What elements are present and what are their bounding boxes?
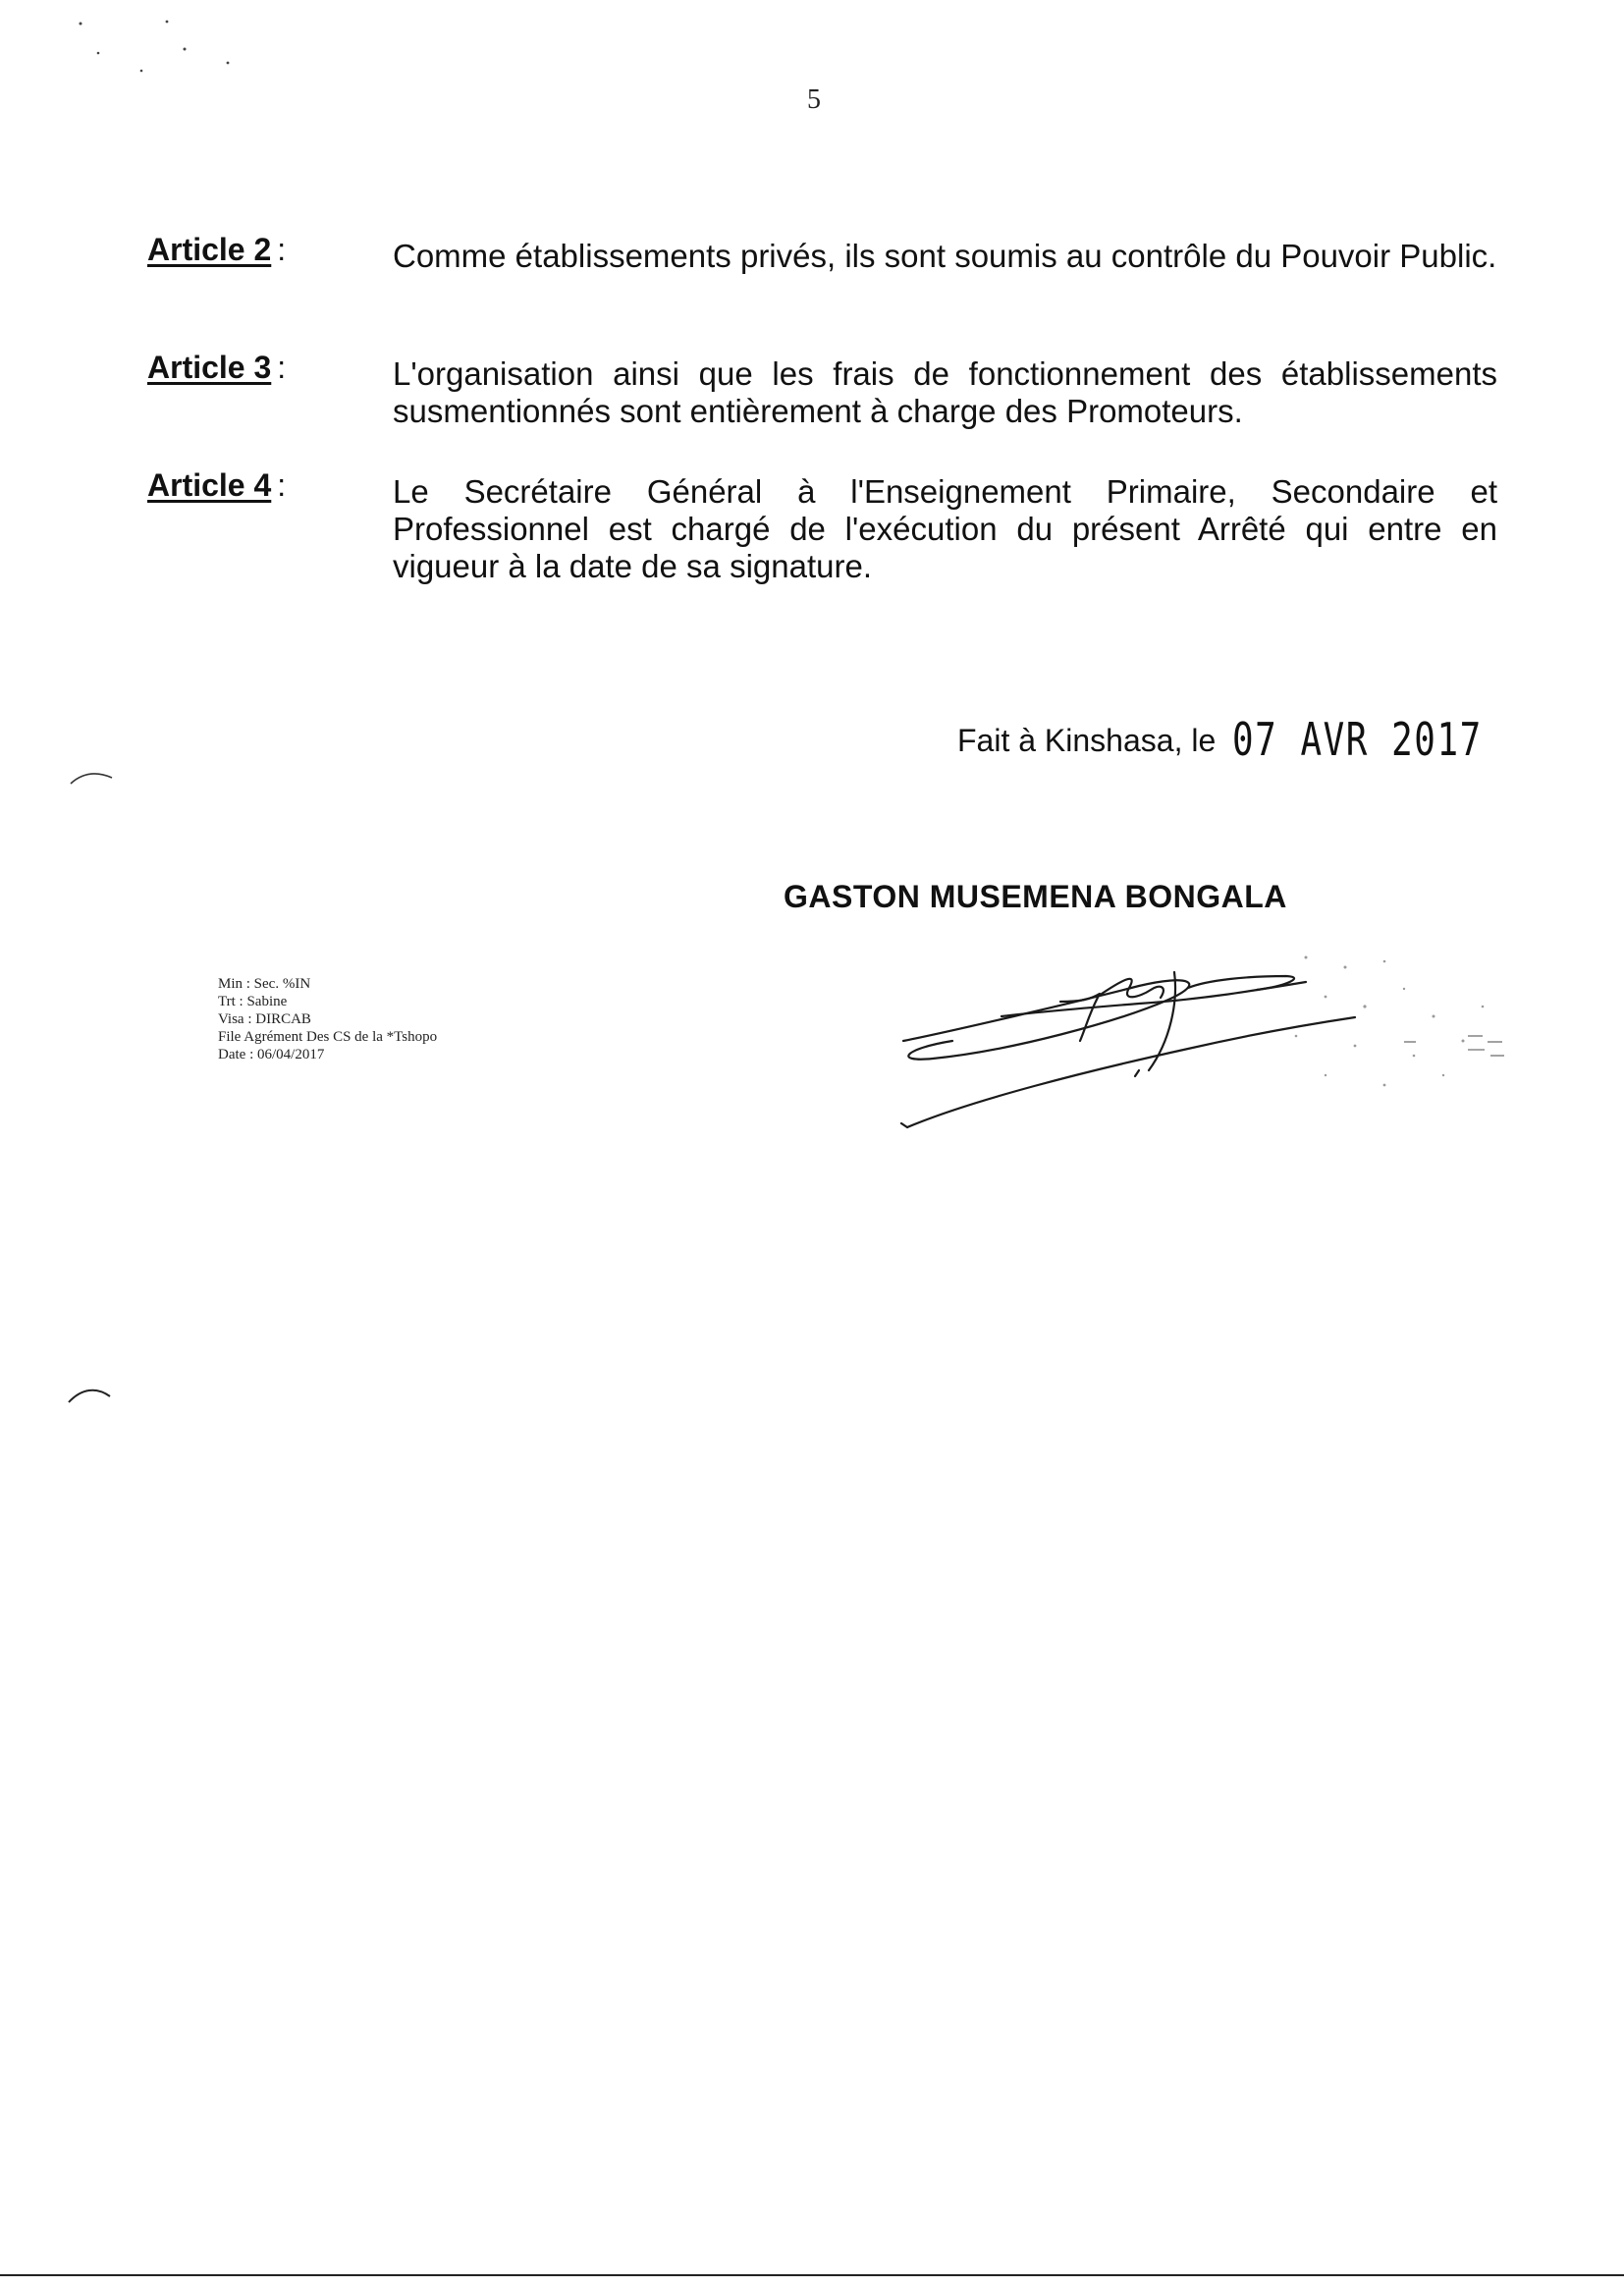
article-text: Comme établissements privés, ils sont soumis au contrôle du Pouvoir Public. (393, 238, 1497, 274)
article-label-text: Article 2 (147, 232, 272, 267)
article-label-colon: : (277, 232, 287, 267)
faint-stamp-marks (1267, 948, 1522, 1105)
page-number: 5 (807, 84, 821, 115)
article-text: L'organisation ainsi que les frais de fonctionnement des établissements susmentionnés sont entièrement à charge des Promoteurs. (393, 355, 1497, 429)
article-label (147, 467, 286, 504)
stamped-date: 07 AVR 2017 (1232, 713, 1483, 766)
margin-scan-mark (67, 1385, 116, 1406)
article-label-text: Article 3 (147, 350, 272, 385)
article-text: Le Secrétaire Général à l'Enseignement Primaire, Secondaire et Professionnel est chargé de l'exécution du présent Arrêté qui entre en vigueur à la date de sa signature. (393, 473, 1497, 584)
reference-min: Min : Sec. %IN (218, 976, 311, 992)
article-label-colon: : (277, 350, 287, 385)
bottom-rule (0, 2274, 1624, 2276)
margin-scan-mark (69, 768, 118, 788)
article-label (147, 232, 286, 268)
reference-visa: Visa : DIRCAB (218, 1011, 311, 1027)
corner-scan-specks (59, 10, 255, 79)
reference-block (218, 975, 437, 1063)
article-label-colon: : (277, 467, 287, 503)
place-and-date (957, 713, 1553, 766)
reference-trt: Trt : Sabine (218, 994, 288, 1009)
place-date-prefix: Fait à Kinshasa, le (957, 723, 1217, 758)
signatory-name: GASTON MUSEMENA BONGALA (784, 879, 1287, 914)
reference-date: Date : 06/04/2017 (218, 1047, 325, 1062)
article-label-text: Article 4 (147, 467, 272, 503)
reference-file: File Agrément Des CS de la *Tshopo (218, 1029, 438, 1045)
article-label (147, 350, 286, 386)
